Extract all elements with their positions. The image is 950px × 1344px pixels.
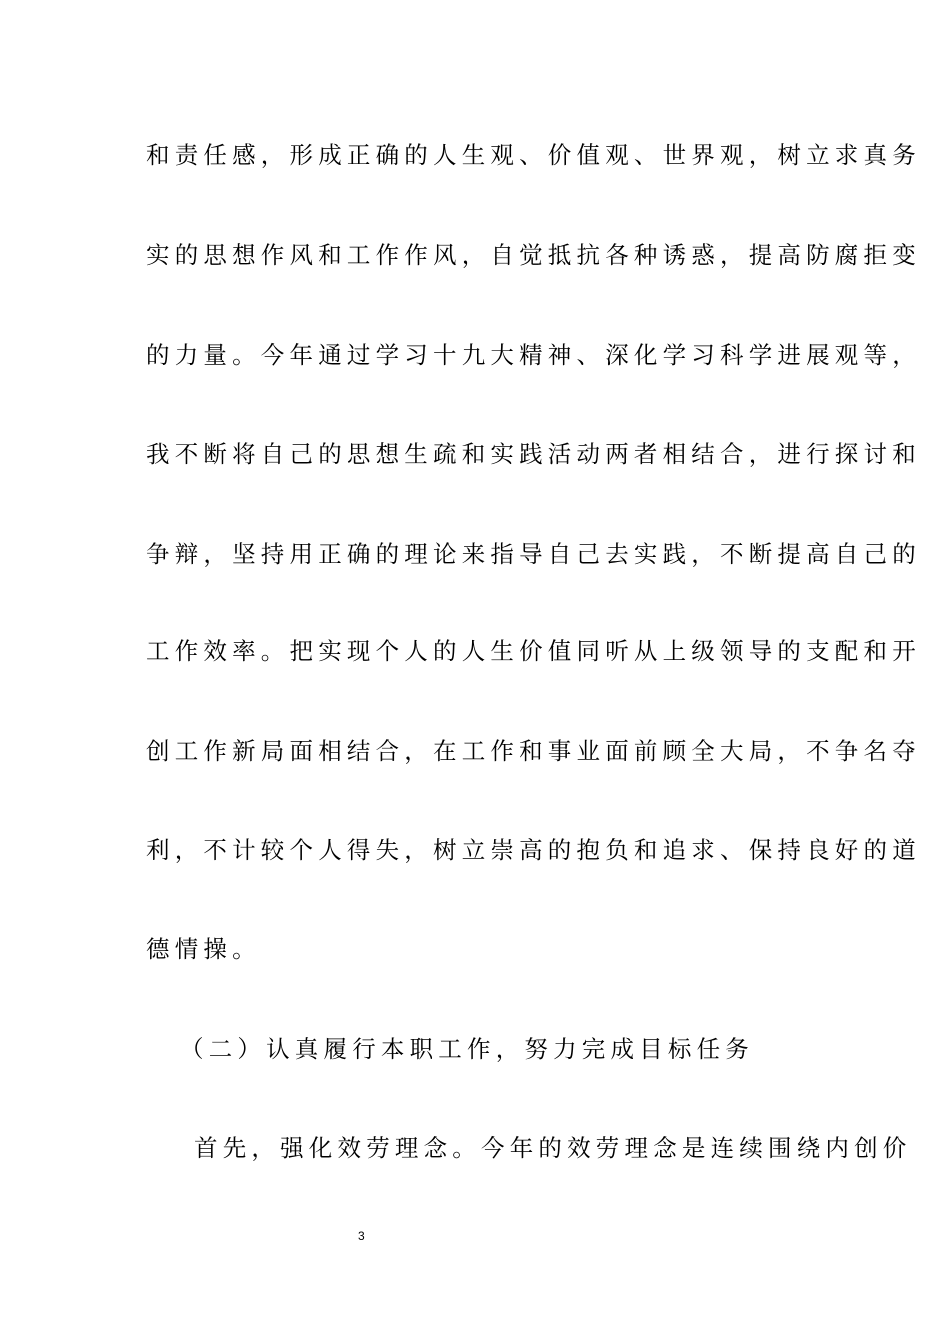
text-line: 创工作新局面相结合，在工作和事业面前顾全大局，不争名夺 <box>146 737 921 765</box>
text-line: 德情操。 <box>146 935 261 963</box>
page-number: 3 <box>358 1229 365 1243</box>
text-line: 争辩，坚持用正确的理论来指导自己去实践，不断提高自己的 <box>146 540 921 568</box>
text-line: 我不断将自己的思想生疏和实践活动两者相结合，进行探讨和 <box>146 440 921 468</box>
text-line: 和责任感，形成正确的人生观、价值观、世界观，树立求真务 <box>146 141 921 169</box>
section-heading: （二）认真履行本职工作，努力完成目标任务 <box>180 1035 754 1063</box>
text-line: 利，不计较个人得失，树立崇高的抱负和追求、保持良好的道 <box>146 836 921 864</box>
text-line: 的力量。今年通过学习十九大精神、深化学习科学进展观等， <box>146 341 921 369</box>
text-line: 工作效率。把实现个人的人生价值同听从上级领导的支配和开 <box>146 637 921 665</box>
paragraph-first-line: 首先，强化效劳理念。今年的效劳理念是连续围绕内创价 <box>194 1134 912 1162</box>
text-line: 实的思想作风和工作作风，自觉抵抗各种诱惑，提高防腐拒变 <box>146 241 921 269</box>
